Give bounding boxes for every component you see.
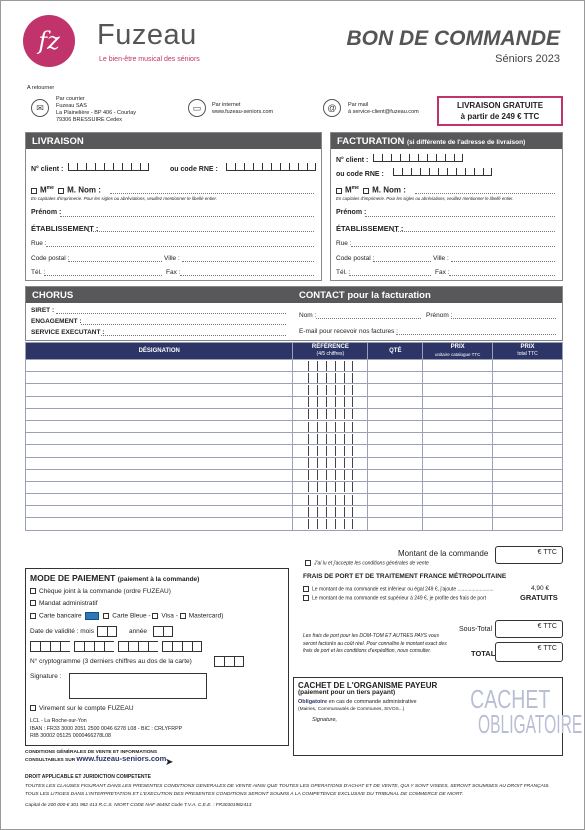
prix-unit-cell[interactable]: [423, 506, 493, 518]
contact-nom-label: Nom :: [299, 312, 317, 319]
livraison-nom-input[interactable]: [110, 193, 314, 194]
livraison-fax-input[interactable]: [180, 275, 314, 276]
prix-unit-cell[interactable]: [423, 481, 493, 493]
designation-cell[interactable]: [26, 420, 293, 432]
livraison-rue-input[interactable]: [46, 246, 314, 247]
prix-total-cell[interactable]: [493, 384, 563, 396]
designation-cell[interactable]: [26, 457, 293, 469]
chorus-title: CHORUS: [32, 290, 74, 301]
chorus-contact-section: [25, 286, 563, 341]
facturation-ville-input[interactable]: [451, 261, 555, 262]
designation-cell[interactable]: [26, 372, 293, 384]
prix-total-cell[interactable]: [493, 372, 563, 384]
designation-cell[interactable]: [26, 433, 293, 445]
reference-cell[interactable]: [293, 433, 368, 445]
livraison-caps-note: En capitales d'imprimerie. Pour les sigles ou abréviations, veuillez mentionner le libellé entier.: [31, 196, 218, 201]
reference-cell[interactable]: [293, 457, 368, 469]
designation-cell[interactable]: [26, 445, 293, 457]
facturation-section: [330, 132, 563, 281]
frais-title: FRAIS DE PORT ET DE TRAITEMENT FRANCE MÉTROPOLITAINE: [303, 573, 507, 580]
col-prix-unit: PRIX unitaire catalogue TTC: [423, 343, 493, 360]
table-row: [26, 518, 563, 530]
reference-cell[interactable]: [293, 420, 368, 432]
reference-cell[interactable]: [293, 408, 368, 420]
cachet-signature: Signature,: [312, 717, 338, 723]
reference-cell[interactable]: [293, 494, 368, 506]
contact-prenom-label: Prénom :: [426, 312, 453, 319]
cachet-section: [293, 677, 583, 756]
contact-nom-input[interactable]: [316, 318, 421, 319]
prix-total-cell[interactable]: [493, 518, 563, 530]
mandat-option[interactable]: Mandat administratif: [30, 600, 284, 607]
prix-unit-cell[interactable]: [423, 494, 493, 506]
prix-total-cell[interactable]: [493, 360, 563, 372]
facturation-tel-label: Tél. :: [336, 269, 351, 276]
cursor-icon: ➤: [165, 757, 174, 768]
computer-icon: ▭: [188, 99, 206, 117]
contact-prenom-input[interactable]: [451, 318, 556, 319]
prix-unit-cell[interactable]: [423, 372, 493, 384]
col-qte: QTÉ: [368, 343, 423, 360]
facturation-rue-input[interactable]: [351, 246, 555, 247]
cgv-accept[interactable]: J'ai lu et j'accepte les conditions générales de vente: [305, 560, 429, 566]
page-title: BON DE COMMANDE: [346, 27, 560, 50]
designation-cell[interactable]: [26, 408, 293, 420]
legal-capital: Capital de 200 000 € 301 982 413 R.C.S. NIORT CODE NAF 4649Z Code T.V.A. C.E.E. : FR30301982413: [25, 803, 252, 808]
sous-total-label: Sous-Total: [459, 626, 493, 633]
facturation-client-input[interactable]: [373, 154, 463, 162]
frais-line1[interactable]: Le montant de ma commande est inférieur ou égal 249 €, j'ajoute ..........................: [303, 586, 529, 592]
designation-cell[interactable]: [26, 384, 293, 396]
virement-option[interactable]: Virement sur le compte FUZEAU: [30, 705, 284, 712]
qte-cell[interactable]: [368, 408, 423, 420]
facturation-caps-note: En capitales d'imprimerie. Pour les sigles ou abréviations, veuillez mentionner le libellé entier.: [336, 196, 514, 201]
prix-total-cell[interactable]: [493, 445, 563, 457]
facturation-etab-input[interactable]: [393, 231, 555, 232]
crypto-input[interactable]: [214, 656, 244, 667]
designation-cell[interactable]: [26, 396, 293, 408]
qte-cell[interactable]: [368, 445, 423, 457]
livraison-etab-label: ÉTABLISSEMENT :: [31, 224, 99, 233]
livraison-prenom-input[interactable]: [60, 216, 314, 217]
prix-unit-cell[interactable]: [423, 396, 493, 408]
prix-unit-cell[interactable]: [423, 384, 493, 396]
facturation-cp-input[interactable]: [373, 261, 431, 262]
designation-cell[interactable]: [26, 494, 293, 506]
brand-tagline: Le bien-être musical des séniors: [99, 56, 200, 63]
livraison-tel-label: Tél. :: [31, 269, 46, 276]
siret-label: SIRET :: [31, 307, 55, 314]
dom-tom-note: Les frais de port pour les DOM-TOM ET AUTRES PAYS vous seront facturés au coût réel. Pour connaître le montant exact des frais de port et les conditions d'expédition, nous consulter.: [303, 633, 447, 654]
table-row: [26, 445, 563, 457]
qte-cell[interactable]: [368, 506, 423, 518]
reference-cell[interactable]: [293, 372, 368, 384]
mois-input[interactable]: [97, 626, 117, 637]
facturation-cp-label: Code postal :: [336, 255, 375, 262]
cheque-option[interactable]: Chèque joint à la commande (ordre FUZEAU): [30, 588, 284, 595]
signature-row: Signature :: [30, 673, 284, 699]
table-row: [26, 433, 563, 445]
prix-total-cell[interactable]: [493, 494, 563, 506]
annee-input[interactable]: [153, 626, 173, 637]
livraison-client-input[interactable]: [68, 163, 149, 171]
frais-line2[interactable]: Le montant de ma commande est supérieur à 249 €, je profite des frais de port: [303, 595, 486, 601]
qte-cell[interactable]: [368, 518, 423, 530]
qte-cell[interactable]: [368, 372, 423, 384]
table-row: [26, 494, 563, 506]
prix-unit-cell[interactable]: [423, 518, 493, 530]
retour-mail: Par mail à service-client@fuzeau.com: [348, 102, 419, 115]
col-reference: RÉFÉRENCE (4/5 chiffres): [293, 343, 368, 360]
livraison-rne-input[interactable]: [226, 163, 316, 171]
livraison-cp-input[interactable]: [68, 261, 162, 262]
mail-envelope-icon: ✉: [31, 99, 49, 117]
table-row: [26, 457, 563, 469]
reference-cell[interactable]: [293, 481, 368, 493]
facturation-ville-label: Ville :: [433, 255, 449, 262]
prix-total-cell[interactable]: [493, 396, 563, 408]
facturation-fax-input[interactable]: [449, 275, 555, 276]
reference-cell[interactable]: [293, 518, 368, 530]
retour-internet: Par internet www.fuzeau-seniors.com: [212, 102, 274, 115]
engagement-input[interactable]: [81, 324, 286, 325]
table-row: [26, 384, 563, 396]
cachet-sub: (paiement pour un tiers payant): [298, 689, 396, 696]
reference-cell[interactable]: [293, 396, 368, 408]
crypto-row: N° cryptogramme (3 derniers chiffres au dos de la carte): [30, 656, 284, 667]
service-input[interactable]: [101, 335, 286, 336]
at-icon: @: [323, 99, 341, 117]
designation-cell[interactable]: [26, 469, 293, 481]
logo-letters: fz: [38, 27, 60, 55]
mme-checkbox[interactable]: [31, 188, 37, 194]
prix-unit-cell[interactable]: [423, 457, 493, 469]
table-row: [26, 481, 563, 493]
prix-unit-cell[interactable]: [423, 445, 493, 457]
livraison-prenom-label: Prénom :: [31, 209, 62, 216]
facturation-tel-input[interactable]: [349, 275, 431, 276]
facturation-civilite: $M^{me}$ M. Nom :: [336, 185, 406, 195]
facturation-header: FACTURATION (si différente de l'adresse de livraison): [331, 133, 562, 149]
mme-checkbox[interactable]: [336, 188, 342, 194]
designation-cell[interactable]: [26, 518, 293, 530]
livraison-ville-label: Ville :: [164, 255, 180, 262]
qte-cell[interactable]: [368, 360, 423, 372]
contact-title: CONTACT pour la facturation: [299, 290, 431, 301]
prix-total-cell[interactable]: [493, 469, 563, 481]
facturation-fax-label: Fax :: [435, 269, 450, 276]
livraison-header: LIVRAISON: [26, 133, 321, 149]
service-label: SERVICE EXECUTANT :: [31, 329, 105, 336]
prix-total-cell[interactable]: [493, 481, 563, 493]
reference-cell[interactable]: [293, 360, 368, 372]
reference-cell[interactable]: [293, 469, 368, 481]
sous-total-field[interactable]: € TTC: [495, 620, 563, 638]
prix-unit-cell[interactable]: [423, 408, 493, 420]
designation-cell[interactable]: [26, 481, 293, 493]
table-row: [26, 420, 563, 432]
page-subtitle: Séniors 2023: [495, 53, 560, 65]
montant-field[interactable]: € TTC: [495, 546, 563, 564]
qte-cell[interactable]: [368, 469, 423, 481]
livraison-rne-label: ou code RNE :: [170, 166, 218, 173]
reference-cell[interactable]: [293, 445, 368, 457]
cgv-link[interactable]: www.fuzeau-seniors.com: [76, 754, 167, 763]
paiement-title: MODE DE PAIEMENT (paiement à la commande): [30, 573, 200, 583]
montant-label: Montant de la commande: [398, 549, 489, 558]
card-number-input[interactable]: [30, 641, 284, 652]
reference-cell[interactable]: [293, 384, 368, 396]
facturation-rne-label: ou code RNE :: [336, 171, 384, 178]
siret-input[interactable]: [56, 313, 286, 314]
prix-unit-cell[interactable]: [423, 433, 493, 445]
m-checkbox[interactable]: [363, 188, 369, 194]
frais-line2-value: GRATUITS: [520, 593, 558, 602]
livraison-cp-label: Code postal :: [31, 255, 70, 262]
prix-total-cell[interactable]: [493, 506, 563, 518]
order-table: [25, 342, 563, 531]
prix-unit-cell[interactable]: [423, 420, 493, 432]
livraison-tel-input[interactable]: [44, 275, 162, 276]
facturation-client-label: N° client :: [336, 157, 369, 164]
legal-title: DROIT APPLICABLE ET JURIDICTION COMPETENTE: [25, 774, 151, 780]
livraison-civilite: $M^{me}$ M. Nom :: [31, 185, 101, 195]
col-prix-total: PRIX total TTC: [493, 343, 563, 360]
cachet-obligatoire: Obligatoire en cas de commande administrative (Mairies, Communautés de Communes, SIVOS...): [298, 699, 417, 712]
bank-details: LCL - La Roche-sur-Yon IBAN : FR33 3000 2051 2500 0046 6278 L08 - BIC : CRLYFRPP RIB 30002 05125 0000466278L08: [30, 718, 183, 739]
table-row: [26, 506, 563, 518]
designation-cell[interactable]: [26, 360, 293, 372]
brand-name: Fuzeau: [97, 19, 197, 51]
total-field[interactable]: € TTC: [495, 642, 563, 662]
retour-label: A retourner: [27, 85, 55, 91]
reference-cell[interactable]: [293, 506, 368, 518]
livraison-ville-input[interactable]: [182, 261, 314, 262]
qte-cell[interactable]: [368, 433, 423, 445]
validite-row: Date de validité : mois année: [30, 626, 284, 637]
table-row: [26, 396, 563, 408]
contact-email-label: E-mail pour recevoir nos factures :: [299, 328, 398, 335]
table-row: [26, 372, 563, 384]
chorus-contact-header: [26, 287, 562, 303]
paiement-section: [25, 568, 289, 746]
prix-total-cell[interactable]: [493, 420, 563, 432]
prix-unit-cell[interactable]: [423, 469, 493, 481]
prix-total-cell[interactable]: [493, 433, 563, 445]
table-row: [26, 469, 563, 481]
m-checkbox[interactable]: [58, 188, 64, 194]
legal-text: TOUTES LES CLAUSES FIGURANT DANS LES PRESENTES CONDITIONS GENERALES DE VENTE AINSI QUE TOUTES LES OPERATIONS D'ACHAT ET DE VENTE, QUI Y SONT VISEES, SERONT SOUMISES AU DROIT FRANÇAIS. TOUS LES LITIGES DANS L'INTERPRETATION ET L'EXECUTION DES PRESENTES CONDITIONS SERONT SOUMIS A LA COMPETENCE EXCLUSIVE DU TRIBUNAL DE COMMERCE DE NIORT.: [25, 784, 550, 797]
engagement-label: ENGAGEMENT :: [31, 318, 82, 325]
cgv-info: CONDITIONS GÉNÉRALES DE VENTE ET INFORMATIONS CONSULTABLES SUR www.fuzeau-seniors.com: [25, 750, 167, 763]
facturation-rue-label: Rue :: [336, 240, 352, 247]
prix-total-cell[interactable]: [493, 457, 563, 469]
frais-line1-value: 4,90 €: [531, 585, 550, 592]
qte-cell[interactable]: [368, 494, 423, 506]
free-delivery-badge: LIVRAISON GRATUITE à partir de 249 € TTC: [437, 96, 563, 126]
livraison-client-label: N° client :: [31, 166, 64, 173]
total-label: TOTAL: [471, 649, 496, 658]
retour-courrier: Par courrier Fuzeau SAS La Plainelière - BP 406 - Courlay 79306 BRESSUIRE Cedex: [56, 96, 136, 123]
livraison-etab-input[interactable]: [88, 231, 314, 232]
signature-box[interactable]: [69, 673, 207, 699]
table-row: [26, 408, 563, 420]
qte-cell[interactable]: [368, 396, 423, 408]
qte-cell[interactable]: [368, 420, 423, 432]
facturation-prenom-label: Prénom :: [336, 209, 367, 216]
livraison-section: [25, 132, 322, 281]
cachet-stamp[interactable]: CACHET OBLIGATOIRE: [470, 684, 583, 739]
table-row: [26, 360, 563, 372]
card-icon: [85, 612, 99, 620]
prix-unit-cell[interactable]: [423, 360, 493, 372]
brand-logo: [23, 15, 75, 67]
carte-option[interactable]: Carte bancaire Carte Bleue - Visa - Mastercard): [30, 612, 284, 620]
facturation-prenom-input[interactable]: [365, 216, 555, 217]
prix-total-cell[interactable]: [493, 408, 563, 420]
designation-cell[interactable]: [26, 506, 293, 518]
facturation-nom-input[interactable]: [415, 193, 555, 194]
livraison-fax-label: Fax :: [166, 269, 181, 276]
qte-cell[interactable]: [368, 457, 423, 469]
livraison-rue-label: Rue :: [31, 240, 47, 247]
facturation-rne-input[interactable]: [393, 168, 492, 176]
facturation-etab-label: ÉTABLISSEMENT :: [336, 224, 404, 233]
col-designation: DÉSIGNATION: [26, 343, 293, 360]
qte-cell[interactable]: [368, 481, 423, 493]
cachet-title: CACHET DE L'ORGANISME PAYEUR: [298, 681, 438, 690]
contact-email-input[interactable]: [396, 334, 556, 335]
qte-cell[interactable]: [368, 384, 423, 396]
